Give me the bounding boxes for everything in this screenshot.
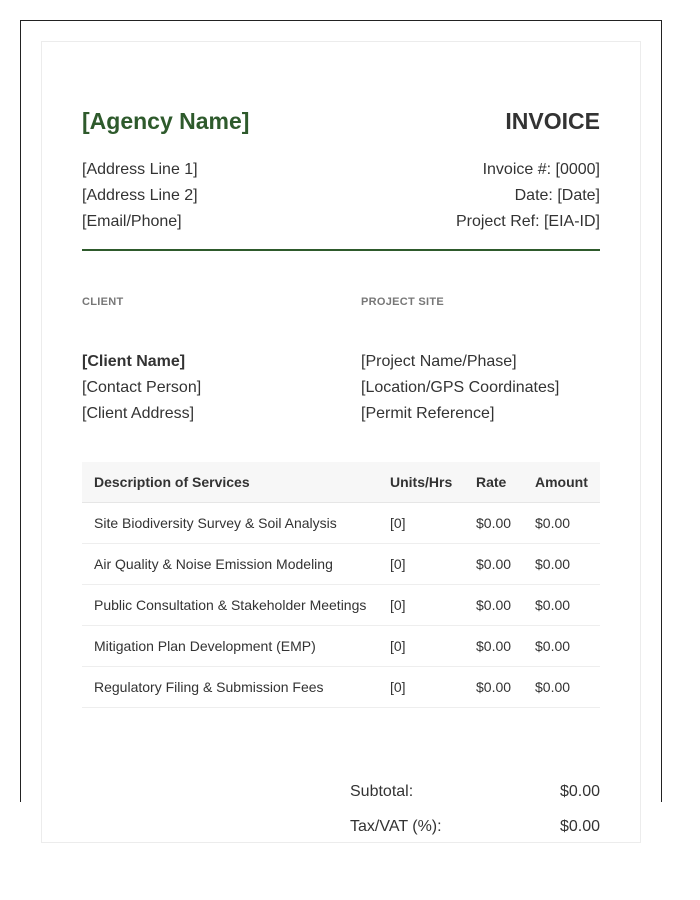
- project-location: [Location/GPS Coordinates]: [361, 379, 560, 396]
- service-amount: $0.00: [523, 503, 600, 544]
- client-address: [Client Address]: [82, 405, 195, 422]
- service-rate: $0.00: [464, 667, 523, 708]
- service-amount: $0.00: [523, 585, 600, 626]
- client-name: [Client Name]: [82, 353, 186, 370]
- service-units: [0]: [378, 585, 464, 626]
- header-divider: [82, 249, 600, 251]
- service-description: Site Biodiversity Survey & Soil Analysis: [82, 503, 378, 544]
- column-header-description: Description of Services: [82, 462, 378, 503]
- agency-name: [Agency Name]: [82, 108, 250, 134]
- services-table: [82, 462, 600, 708]
- invoice-date: Date: [Date]: [514, 187, 600, 204]
- column-header-amount: Amount: [523, 462, 600, 503]
- service-rate: $0.00: [464, 585, 523, 626]
- service-rate: $0.00: [464, 544, 523, 585]
- service-description: Regulatory Filing & Submission Fees: [82, 667, 378, 708]
- client-contact: [Contact Person]: [82, 379, 202, 396]
- table-row: [82, 667, 600, 708]
- service-description: Public Consultation & Stakeholder Meetings: [82, 585, 378, 626]
- subtotal-value: $0.00: [559, 783, 600, 800]
- email-phone: [Email/Phone]: [82, 213, 182, 230]
- service-units: [0]: [378, 667, 464, 708]
- service-description: Air Quality & Noise Emission Modeling: [82, 544, 378, 585]
- address-line-2: [Address Line 2]: [82, 187, 198, 204]
- service-amount: $0.00: [523, 626, 600, 667]
- project-name: [Project Name/Phase]: [361, 353, 517, 370]
- table-row: [82, 503, 600, 544]
- table-row: [82, 626, 600, 667]
- invoice-viewport: [20, 20, 662, 835]
- service-rate: $0.00: [464, 503, 523, 544]
- service-units: [0]: [378, 544, 464, 585]
- project-ref: Project Ref: [EIA-ID]: [455, 213, 600, 230]
- client-label: CLIENT: [82, 296, 124, 308]
- invoice-sheet: [41, 41, 641, 843]
- invoice-number: Invoice #: [0000]: [482, 161, 600, 178]
- table-row: [82, 544, 600, 585]
- address-line-1: [Address Line 1]: [82, 161, 198, 178]
- service-amount: $0.00: [523, 544, 600, 585]
- table-header-row: [82, 462, 600, 503]
- service-rate: $0.00: [464, 626, 523, 667]
- invoice-title: INVOICE: [505, 108, 600, 134]
- project-site-label: PROJECT SITE: [361, 296, 445, 308]
- service-amount: $0.00: [523, 667, 600, 708]
- tax-value: $0.00: [559, 818, 600, 835]
- permit-reference: [Permit Reference]: [361, 405, 495, 422]
- table-row: [82, 585, 600, 626]
- column-header-rate: Rate: [464, 462, 523, 503]
- column-header-units: Units/Hrs: [378, 462, 464, 503]
- service-units: [0]: [378, 503, 464, 544]
- service-description: Mitigation Plan Development (EMP): [82, 626, 378, 667]
- service-units: [0]: [378, 626, 464, 667]
- tax-label: Tax/VAT (%):: [350, 818, 442, 835]
- subtotal-label: Subtotal:: [350, 783, 414, 800]
